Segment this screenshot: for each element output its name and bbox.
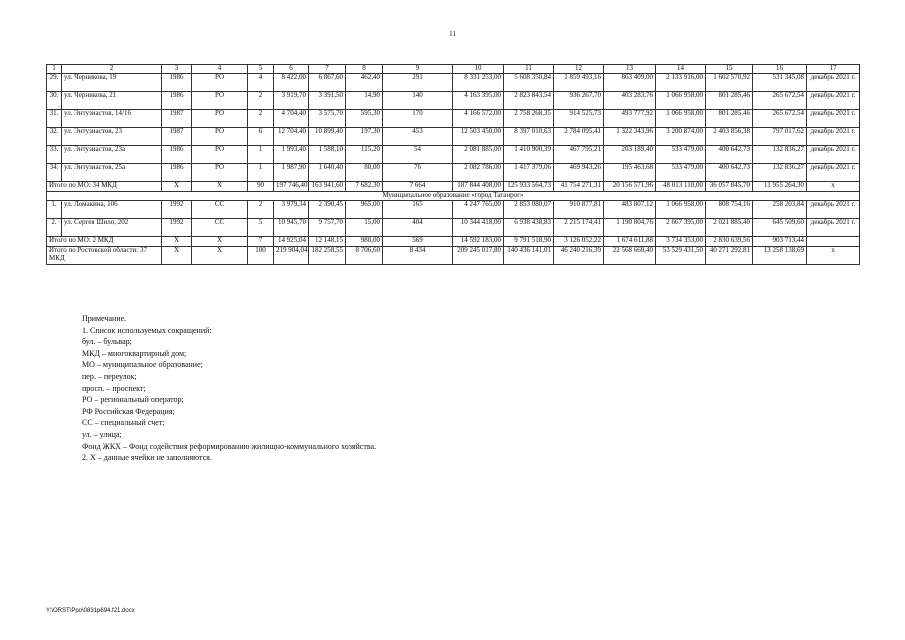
table-cell: 2 xyxy=(62,65,162,74)
table-cell: 2 081 885,00 xyxy=(453,146,504,164)
table-cell: 80,00 xyxy=(346,164,383,182)
table-cell: 7 xyxy=(309,65,346,74)
table-cell: 22 568 660,40 xyxy=(604,247,656,265)
table-cell: 1 987,90 xyxy=(274,164,309,182)
table-cell: 797 017,62 xyxy=(753,128,807,146)
note-line: просп. – проспект; xyxy=(82,383,146,393)
table-cell: 187 844 408,00 xyxy=(453,182,504,192)
table-cell: 1 674 611,88 xyxy=(604,237,656,247)
table-cell: 2 xyxy=(248,110,274,128)
table-cell: 3 979,34 xyxy=(274,201,309,219)
table-cell: 32. xyxy=(47,128,62,146)
table-cell: 10 344 418,00 xyxy=(453,219,504,237)
table-cell: 8 706,60 xyxy=(346,247,383,265)
table-cell: 12 148,15 xyxy=(309,237,346,247)
table-cell: 645 509,60 xyxy=(753,219,807,237)
table-cell: Х xyxy=(192,247,248,265)
table-cell: Итого по МО: 34 МКД xyxy=(47,182,162,192)
table-cell: 801 285,46 xyxy=(706,92,753,110)
table-cell: 2 133 916,00 xyxy=(656,74,706,92)
note-line: РО – региональный оператор; xyxy=(82,395,184,405)
table-cell: 48 013 110,00 xyxy=(656,182,706,192)
table-cell: СС xyxy=(192,201,248,219)
table-cell: 6 867,60 xyxy=(309,74,346,92)
table-cell: 197 746,40 xyxy=(274,182,309,192)
table-cell: 403 283,76 xyxy=(604,92,656,110)
table-cell: 4 163 395,00 xyxy=(453,92,504,110)
table-cell: 1 xyxy=(248,146,274,164)
table-cell: ул. Черникова, 21 xyxy=(62,92,162,110)
table-cell: РО xyxy=(192,74,248,92)
table-cell: 808 754,16 xyxy=(706,201,753,219)
table-cell: х xyxy=(807,182,860,192)
table-cell: ул. Сергея Шило, 202 xyxy=(62,219,162,237)
table-cell: 404 xyxy=(383,219,453,237)
table-cell: декабрь 2021 г. xyxy=(807,219,860,237)
table-cell: 400 642,73 xyxy=(706,164,753,182)
table-row xyxy=(47,201,860,219)
table-cell: 53 529 431,50 xyxy=(656,247,706,265)
table-cell: 1986 xyxy=(162,74,192,92)
table-total-row xyxy=(47,182,860,192)
table-cell: 595,30 xyxy=(346,110,383,128)
table-cell: 7 xyxy=(248,237,274,247)
table-cell: 1 066 958,00 xyxy=(656,201,706,219)
table-cell: 914 525,73 xyxy=(554,110,604,128)
table-cell: 16 xyxy=(753,65,807,74)
note-line: СС – специальный счет; xyxy=(82,418,165,428)
table-cell: 12 704,40 xyxy=(274,128,309,146)
table-cell: 5 608 350,84 xyxy=(504,74,554,92)
table-cell: 9 791 518,90 xyxy=(504,237,554,247)
table-cell: 1 588,10 xyxy=(309,146,346,164)
table-cell: Х xyxy=(162,247,192,265)
table-cell: 1. xyxy=(47,201,62,219)
table-cell: 467 795,21 xyxy=(554,146,604,164)
table-cell: 14 925,04 xyxy=(274,237,309,247)
table-cell: 15 xyxy=(706,65,753,74)
table-cell: декабрь 2021 г. xyxy=(807,128,860,146)
table-cell: 3 575,70 xyxy=(309,110,346,128)
table-cell: 31. xyxy=(47,110,62,128)
table-row xyxy=(47,146,860,164)
table-row xyxy=(47,128,860,146)
table-cell: 1 066 958,00 xyxy=(656,110,706,128)
table-cell: 46 240 216,39 xyxy=(554,247,604,265)
table-cell: 6 xyxy=(248,128,274,146)
table-cell: 3 734 353,00 xyxy=(656,237,706,247)
table-cell: 533 479,00 xyxy=(656,146,706,164)
table-cell: 100 xyxy=(248,247,274,265)
table-cell: 132 836,27 xyxy=(753,164,807,182)
table-cell: 801 285,46 xyxy=(706,110,753,128)
table-cell: 863 409,00 xyxy=(604,74,656,92)
table-cell: 3 xyxy=(162,65,192,74)
table-cell: х xyxy=(807,247,860,265)
table-cell: 41 754 271,31 xyxy=(554,182,604,192)
table-cell: 2 082 786,00 xyxy=(453,164,504,182)
note-line: МКД – многоквартирный дом; xyxy=(82,348,187,358)
table-cell: 453 xyxy=(383,128,453,146)
table-cell: 1 066 958,00 xyxy=(656,92,706,110)
note-line: Фонд ЖКХ – Фонд содействия реформированию жилищно-коммунального хозяйства. xyxy=(82,441,377,451)
table-cell: 965,00 xyxy=(346,201,383,219)
table-cell: 2. xyxy=(47,219,62,237)
table-cell: 3 919,70 xyxy=(274,92,309,110)
table-row xyxy=(47,110,860,128)
table-cell: 483 807,12 xyxy=(604,201,656,219)
table-row xyxy=(47,74,860,92)
table-cell: 20 156 571,96 xyxy=(604,182,656,192)
table-cell: ул. Черникова, 19 xyxy=(62,74,162,92)
table-cell: Х xyxy=(192,237,248,247)
table-cell: РО xyxy=(192,128,248,146)
table-cell: 265 672,54 xyxy=(753,92,807,110)
table-cell xyxy=(807,237,860,247)
table-cell: СС xyxy=(192,219,248,237)
note-line: пер. – переулок; xyxy=(82,371,137,381)
table-cell: 9 xyxy=(383,65,453,74)
table-cell: 8 331 253,00 xyxy=(453,74,504,92)
table-cell: 4 xyxy=(248,74,274,92)
table-cell: 1 xyxy=(47,65,62,74)
table-row xyxy=(47,92,860,110)
table-cell: ул. Энтузиастов, 25а xyxy=(62,164,162,182)
table-cell: РО xyxy=(192,92,248,110)
table-cell: 4 247 765,00 xyxy=(453,201,504,219)
table-cell: декабрь 2021 г. xyxy=(807,201,860,219)
table-cell: 15,00 xyxy=(346,219,383,237)
table-cell: 533 479,00 xyxy=(656,164,706,182)
table-cell: 182 258,55 xyxy=(309,247,346,265)
table-cell: 4 xyxy=(192,65,248,74)
table-cell: 14,90 xyxy=(346,92,383,110)
table-cell: 1986 xyxy=(162,146,192,164)
table-cell: декабрь 2021 г. xyxy=(807,110,860,128)
table-cell: 203 189,40 xyxy=(604,146,656,164)
table-cell: 13 xyxy=(604,65,656,74)
table-cell: 8 422,00 xyxy=(274,74,309,92)
table-cell: 2 xyxy=(248,201,274,219)
table-cell: 493 777,92 xyxy=(604,110,656,128)
table-cell: 2 758 268,35 xyxy=(504,110,554,128)
table-cell: 5 xyxy=(248,219,274,237)
table-cell: 163 941,60 xyxy=(309,182,346,192)
file-path-footer: Y:\ORST\Ppo\0831p694.f21.docx xyxy=(46,608,135,614)
table-cell: РО xyxy=(192,110,248,128)
table-cell: 2 784 095,41 xyxy=(554,128,604,146)
table-cell: 910 877,81 xyxy=(554,201,604,219)
table-total-row xyxy=(47,237,860,247)
table-cell: 9 757,70 xyxy=(309,219,346,237)
table-cell: Х xyxy=(192,182,248,192)
table-cell: Итого по МО: 2 МКД xyxy=(47,237,162,247)
table-cell: 2 xyxy=(248,92,274,110)
table-cell: РО xyxy=(192,146,248,164)
table-cell: 1 859 493,16 xyxy=(554,74,604,92)
table-cell: 170 xyxy=(383,110,453,128)
table-cell: 2 021 885,40 xyxy=(706,219,753,237)
table-cell: 1992 xyxy=(162,201,192,219)
table-cell: 2 390,45 xyxy=(309,201,346,219)
table-cell: 4 166 572,00 xyxy=(453,110,504,128)
table-cell: 2 830 639,56 xyxy=(706,237,753,247)
table-cell: 8 397 010,63 xyxy=(504,128,554,146)
table-cell: РО xyxy=(192,164,248,182)
table-cell: 140 xyxy=(383,92,453,110)
table-cell: 90 xyxy=(248,182,274,192)
table-cell: 2 403 856,38 xyxy=(706,128,753,146)
table-cell: 980,00 xyxy=(346,237,383,247)
table-cell: 6 938 438,83 xyxy=(504,219,554,237)
table-cell: 265 672,54 xyxy=(753,110,807,128)
table-cell: 1 190 804,76 xyxy=(604,219,656,237)
table-cell: 1 xyxy=(248,164,274,182)
table-cell: 13 258 138,69 xyxy=(753,247,807,265)
table-cell: 33. xyxy=(47,146,62,164)
table-cell: 115,20 xyxy=(346,146,383,164)
table-cell: 3 200 874,00 xyxy=(656,128,706,146)
table-cell: 400 642,73 xyxy=(706,146,753,164)
table-cell: ул. Ломакина, 106 xyxy=(62,201,162,219)
table-cell: 3 391,50 xyxy=(309,92,346,110)
table-cell: 569 xyxy=(383,237,453,247)
table-cell: 12 503 450,00 xyxy=(453,128,504,146)
table-cell: 1987 xyxy=(162,128,192,146)
table-cell: Х xyxy=(162,237,192,247)
table-cell: 1986 xyxy=(162,92,192,110)
table-cell: декабрь 2021 г. xyxy=(807,164,860,182)
table-cell: Итого по Ростовской области: 37 МКД xyxy=(47,247,162,265)
table-cell: 3 126 052,22 xyxy=(554,237,604,247)
note-line: 1. Список используемых сокращений: xyxy=(82,325,212,335)
table-cell: 11 xyxy=(504,65,554,74)
notes-block xyxy=(82,313,376,464)
table-cell: 2 215 174,41 xyxy=(554,219,604,237)
note-line: 2. Х – данные ячейки не заполняются. xyxy=(82,453,212,463)
table-cell: 125 933 564,73 xyxy=(504,182,554,192)
capital-repair-table xyxy=(46,64,860,265)
note-line: ул. – улица; xyxy=(82,429,122,439)
table-cell: 936 267,70 xyxy=(554,92,604,110)
table-cell: 5 xyxy=(248,65,274,74)
table-cell: 140 436 141,01 xyxy=(504,247,554,265)
table-cell: 1 417 379,06 xyxy=(504,164,554,182)
table-cell: 14 xyxy=(656,65,706,74)
table-cell: 10 945,70 xyxy=(274,219,309,237)
table-cell: 195 463,68 xyxy=(604,164,656,182)
table-cell: 1 993,40 xyxy=(274,146,309,164)
table-cell: 165 xyxy=(383,201,453,219)
table-cell: 76 xyxy=(383,164,453,182)
table-cell: 462,40 xyxy=(346,74,383,92)
table-cell: 1992 xyxy=(162,219,192,237)
table-cell: 2 667 395,00 xyxy=(656,219,706,237)
page-number: 11 xyxy=(449,30,456,38)
table-cell: 10 xyxy=(453,65,504,74)
table-cell: 132 836,27 xyxy=(753,146,807,164)
table-row xyxy=(47,219,860,237)
table-cell: ул. Энтузиастов, 23а xyxy=(62,146,162,164)
table-cell: 54 xyxy=(383,146,453,164)
table-cell: 1987 xyxy=(162,110,192,128)
table-cell: 291 xyxy=(383,74,453,92)
table-cell: 197,30 xyxy=(346,128,383,146)
table-cell: 34. xyxy=(47,164,62,182)
table-cell: ул. Энтузиастов, 14/16 xyxy=(62,110,162,128)
table-cell: ул. Энтузиастов, 23 xyxy=(62,128,162,146)
table-cell: 8 xyxy=(346,65,383,74)
table-cell: 219 904,04 xyxy=(274,247,309,265)
table-cell: 8 434 xyxy=(383,247,453,265)
table-total-row xyxy=(47,247,860,265)
table-cell: 4 704,40 xyxy=(274,110,309,128)
section-title-row xyxy=(47,192,860,201)
note-line: бул. – бульвар; xyxy=(82,337,132,347)
table-cell: 12 xyxy=(554,65,604,74)
table-cell: 17 xyxy=(807,65,860,74)
table-cell: 2 853 080,07 xyxy=(504,201,554,219)
table-cell: 6 xyxy=(274,65,309,74)
table-cell: 1 322 343,96 xyxy=(604,128,656,146)
table-cell: Х xyxy=(162,182,192,192)
table-row xyxy=(47,164,860,182)
table-cell: 531 345,08 xyxy=(753,74,807,92)
table-cell: 7 664 xyxy=(383,182,453,192)
table-cell: 903 713,44 xyxy=(753,237,807,247)
table-cell: 7 682,30 xyxy=(346,182,383,192)
table-cell: декабрь 2021 г. xyxy=(807,146,860,164)
table-cell: 258 203,84 xyxy=(753,201,807,219)
table-cell: Муниципальное образование «город Таганрог» xyxy=(47,192,860,201)
table-cell: 29. xyxy=(47,74,62,92)
table-cell: 14 592 183,00 xyxy=(453,237,504,247)
note-line: МО – муниципальное образование; xyxy=(82,360,203,370)
table-cell: 1986 xyxy=(162,164,192,182)
table-cell: 11 955 264,30 xyxy=(753,182,807,192)
table-cell: 40 271 292,81 xyxy=(706,247,753,265)
note-line: РФ Российская Федерация; xyxy=(82,406,175,416)
table-cell: 30. xyxy=(47,92,62,110)
table-cell: 209 245 017,80 xyxy=(453,247,504,265)
table-cell: 1 640,40 xyxy=(309,164,346,182)
table-cell: 36 057 845,70 xyxy=(706,182,753,192)
table-header-row xyxy=(47,65,860,74)
table-cell: 1 602 570,92 xyxy=(706,74,753,92)
note-line: Примечание. xyxy=(82,314,127,323)
table-cell: декабрь 2021 г. xyxy=(807,74,860,92)
table-cell: 10 899,40 xyxy=(309,128,346,146)
table-cell: декабрь 2021 г. xyxy=(807,92,860,110)
table-cell: 469 943,26 xyxy=(554,164,604,182)
table-cell: 2 823 843,54 xyxy=(504,92,554,110)
table-cell: 1 410 900,39 xyxy=(504,146,554,164)
